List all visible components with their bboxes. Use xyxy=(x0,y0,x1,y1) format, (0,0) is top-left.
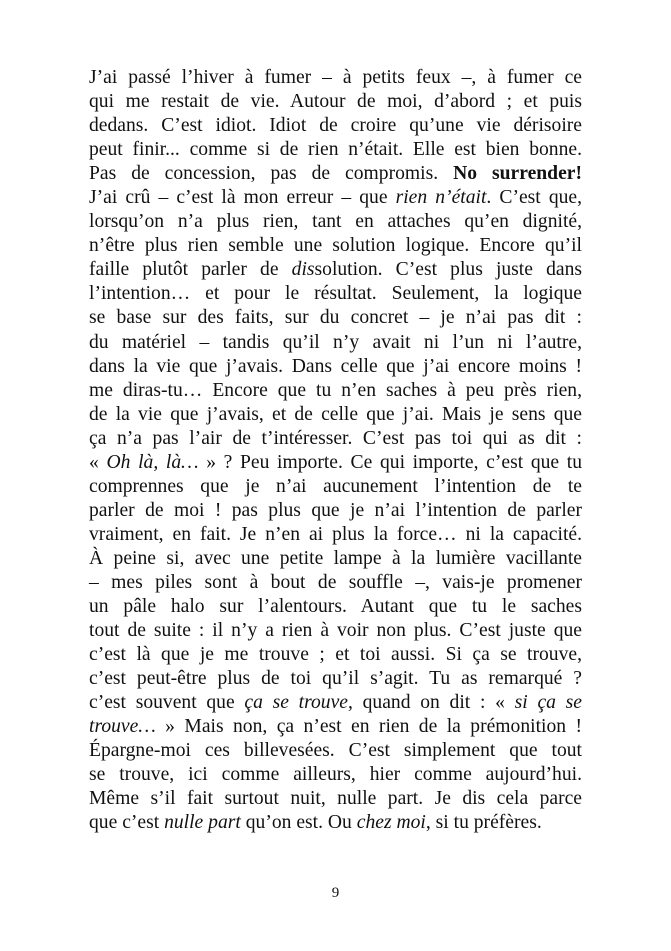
italic-text: ça se trouve xyxy=(244,692,348,714)
text-run: solution. C’est plus juste dans xyxy=(314,259,582,281)
text-run: me diras-tu… Encore que tu n’en saches à peu près rien, xyxy=(89,379,582,401)
text-run: Pas de concession, pas de compromis. xyxy=(89,163,454,185)
text-run: se trouve, ici comme ailleurs, hier comme aujourd’hui. xyxy=(89,764,582,786)
text-line xyxy=(89,234,582,258)
text-run: c’est souvent que xyxy=(89,692,245,714)
text-run: n’être plus rien semble une solution logique. Encore qu’il xyxy=(89,235,582,257)
text-line xyxy=(89,379,582,403)
text-run: Épargne-moi ces billevesées. C’est simplement que tout xyxy=(89,740,582,762)
text-run: peut finir... comme si de rien n’était. Elle est bien bonne. xyxy=(89,139,582,161)
bold-text: No surrender! xyxy=(453,163,582,185)
text-line xyxy=(89,66,582,90)
text-run: c’est là que je me trouve ; et toi aussi. Si ça se trouve, xyxy=(89,644,582,666)
text-line xyxy=(89,282,582,306)
text-line xyxy=(89,811,582,835)
text-run: parler de moi ! pas plus que je n’ai l’intention de parler xyxy=(89,499,582,521)
text-run: se base sur des faits, sur du concret – je n’ai pas dit : xyxy=(89,307,582,329)
text-run: – mes piles sont à bout de souffle –, vais-je promener xyxy=(89,571,582,593)
text-line xyxy=(89,427,582,451)
italic-text: rien n’était xyxy=(395,187,487,209)
text-run: du matériel – tandis qu’il n’y avait ni l’un ni l’autre, xyxy=(89,331,582,353)
text-line xyxy=(89,331,582,355)
text-line xyxy=(89,739,582,763)
italic-text: Oh là, là… xyxy=(106,451,199,473)
page-number: 9 xyxy=(331,885,340,901)
text-line xyxy=(89,787,582,811)
italic-text: chez moi xyxy=(356,812,426,834)
text-run: . C’est que, xyxy=(486,187,583,209)
text-run: faille plutôt parler de xyxy=(89,259,292,281)
text-line xyxy=(89,451,582,475)
text-run: lorsqu’on n’a plus rien, tant en attaches qu’en dignité, xyxy=(89,211,582,233)
text-line xyxy=(89,523,582,547)
text-line xyxy=(89,499,582,523)
text-run: , quand on dit : « xyxy=(348,692,515,714)
text-run: J’ai passé l’hiver à fumer – à petits feux –, à fumer ce xyxy=(89,67,582,88)
text-run: comprennes que je n’ai aucunement l’intention de te xyxy=(89,475,582,497)
italic-text: dis xyxy=(291,259,315,281)
text-line xyxy=(89,763,582,787)
text-line xyxy=(89,306,582,330)
text-line xyxy=(89,258,582,282)
text-run: J’ai crû – c’est là mon erreur – que xyxy=(89,187,396,209)
text-run: » ? Peu importe. Ce qui importe, c’est que tu xyxy=(198,451,583,473)
text-run: dedans. C’est idiot. Idiot de croire qu’une vie dérisoire xyxy=(89,115,582,137)
italic-text: si ça se xyxy=(514,692,582,714)
text-run: qu’on est. Ou xyxy=(240,812,357,834)
text-run: « xyxy=(89,451,107,473)
text-run: ça n’a pas l’air de t’intéresser. C’est pas toi qui as dit : xyxy=(89,427,582,449)
text-line xyxy=(89,355,582,379)
text-run: , si tu préfères. xyxy=(425,812,542,834)
text-run: que c’est xyxy=(89,812,165,834)
text-run: dans la vie que j’avais. Dans celle que j’ai encore moins ! xyxy=(89,355,582,377)
body-text xyxy=(89,66,582,836)
text-run: de la vie que j’avais, et de celle que j’ai. Mais je sens que xyxy=(89,403,582,425)
text-run: vraiment, en fait. Je n’en ai plus la force… ni la capacité. xyxy=(89,523,582,545)
italic-text: trouve… xyxy=(89,716,156,738)
text-line xyxy=(89,186,582,210)
text-run: tout de suite : il n’y a rien à voir non plus. C’est juste que xyxy=(89,620,582,642)
text-run: qui me restait de vie. Autour de moi, d’abord ; et puis xyxy=(89,91,582,113)
text-line xyxy=(89,162,582,186)
text-line xyxy=(89,643,582,667)
text-line xyxy=(89,547,582,571)
text-line xyxy=(89,475,582,499)
text-run: c’est peut-être plus de toi qu’il s’agit. Tu as remarqué ? xyxy=(89,668,582,690)
text-line xyxy=(89,138,582,162)
text-line xyxy=(89,571,582,595)
text-run: À peine si, avec une petite lampe à la lumière vacillante xyxy=(89,547,582,569)
text-run: un pâle halo sur l’alentours. Autant que tu le saches xyxy=(89,596,582,618)
text-line xyxy=(89,595,582,619)
text-line xyxy=(89,667,582,691)
text-line xyxy=(89,691,582,715)
text-line xyxy=(89,403,582,427)
text-line xyxy=(89,210,582,234)
text-line xyxy=(89,90,582,114)
text-run: l’intention… et pour le résultat. Seulement, la logique xyxy=(89,283,582,305)
italic-text: nulle part xyxy=(164,812,241,834)
text-run: Même s’il fait surtout nuit, nulle part. Je dis cela parce xyxy=(89,788,582,810)
text-run: » Mais non, ça n’est en rien de la prémonition ! xyxy=(155,716,582,738)
text-line xyxy=(89,715,582,739)
text-line xyxy=(89,619,582,643)
text-line xyxy=(89,114,582,138)
